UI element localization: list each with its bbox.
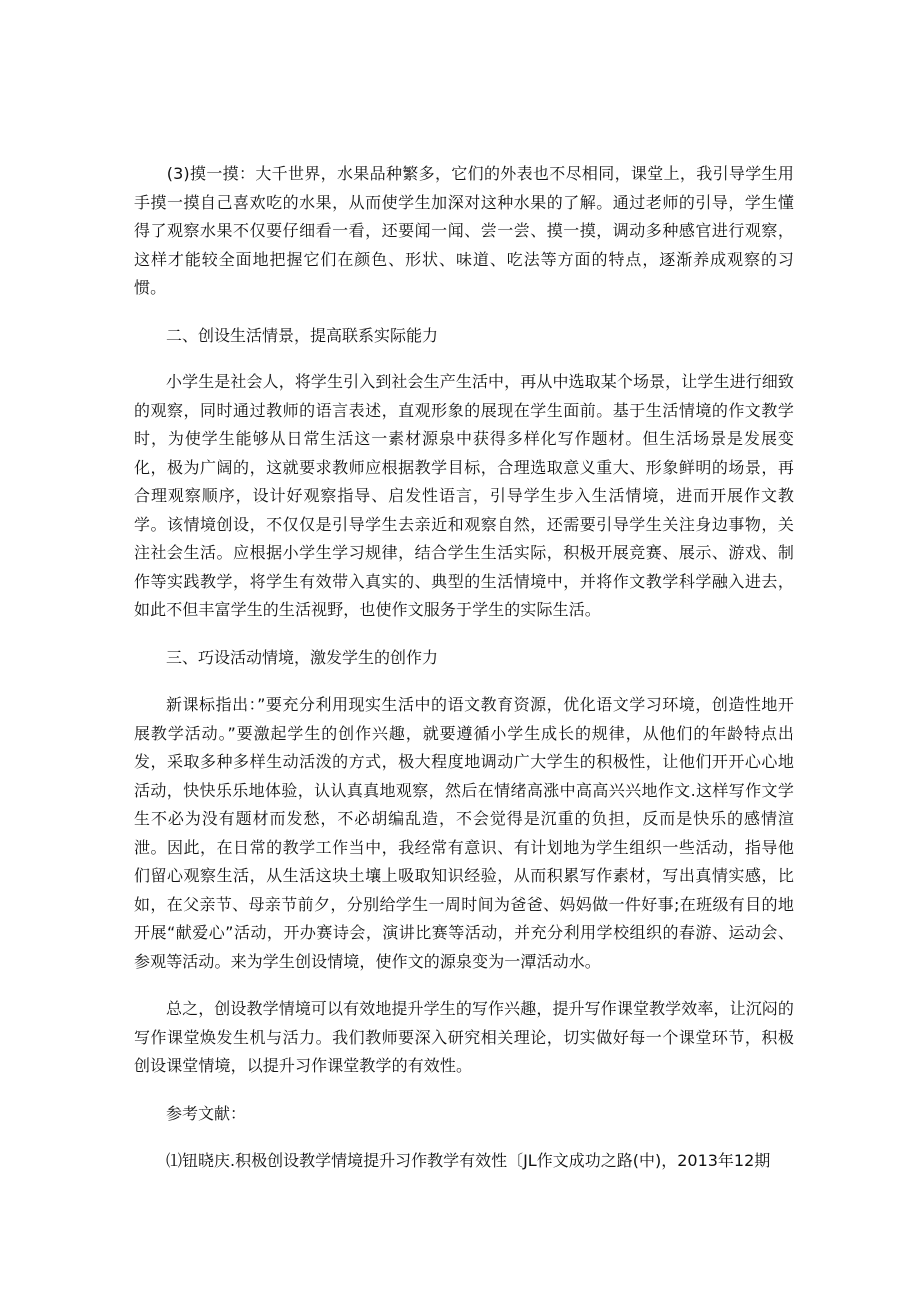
references-title: 参考文献：	[166, 1103, 247, 1123]
paragraph-conclusion: 总之，创设教学情境可以有效地提升学生的写作兴趣，提升写作课堂教学效率，让沉闷的写作课堂焕发生机与活力。我们教师要深入研究相关理论，切实做好每一个课堂环节，积极创设课堂情境，以提升习作课堂教学的有效性。	[134, 999, 794, 1075]
section-heading-3: 三、巧设活动情境，激发学生的创作力	[166, 647, 439, 667]
reference-item-1: ⑴钮晓庆.积极创设教学情境提升习作教学有效性〔JL作文成功之路(中)，2013年12期	[166, 1151, 771, 1170]
document-body	[134, 160, 794, 1176]
section-heading-2: 二、创设生活情景，提高联系实际能力	[166, 325, 439, 345]
paragraph-activities: 新课标指出：”要充分利用现实生活中的语文教育资源，优化语文学习环境，创造性地开展教学活动。”要激起学生的创作兴趣，就要遵循小学生成长的规律，从他们的年龄特点出发，采取多种多样生动活泼的方式，极大程度地调动广大学生的积极性，让他们开开心心地活动，快快乐乐地体验，认认真真地观察，然后在情绪高涨中高高兴兴地作文.这样写作文学生不必为没有题材而发愁，不必胡编乱造，不会觉得是沉重的负担，反而是快乐的感情渲泄。因此，在日常的教学工作当中，我经常有意识、有计划地为学生组织一些活动，指导他们留心观察生活，从生活这块土壤上吸取知识经验，从而积累写作素材，写出真情实感，比如，在父亲节、母亲节前夕，分别给学生一周时间为爸爸、妈妈做一件好事;在班级有目的地开展“献爱心”活动，开办赛诗会，演讲比赛等活动，并充分利用学校组织的春游、运动会、参观等活动。来为学生创设情境，使作文的源泉变为一潭活动水。	[134, 695, 794, 971]
paragraph-touch: (3)摸一摸：大千世界，水果品种繁多，它们的外表也不尽相同，课堂上，我引导学生用手摸一摸自己喜欢吃的水果，从而使学生加深对这种水果的了解。通过老师的引导，学生懂得了观察水果不仅要仔细看一看，还要闻一闻、尝一尝、摸一摸，调动多种感官进行观察，这样才能较全面地把握它们在颜色、形状、味道、吃法等方面的特点，逐渐养成观察的习惯。	[134, 164, 794, 297]
paragraph-life-scenes: 小学生是社会人，将学生引入到社会生产生活中，再从中选取某个场景，让学生进行细致的观察，同时通过教师的语言表述，直观形象的展现在学生面前。基于生活情境的作文教学时，为使学生能够从日常生活这一素材源泉中获得多样化写作题材。但生活场景是发展变化，极为广阔的，这就要求教师应根据教学目标，合理选取意义重大、形象鲜明的场景，再合理观察顺序，设计好观察指导、启发性语言，引导学生步入生活情境，进而开展作文教学。该情境创设，不仅仅是引导学生去亲近和观察自然，还需要引导学生关注身边事物，关注社会生活。应根据小学生学习规律，结合学生生活实际，积极开展竞赛、展示、游戏、制作等实践教学，将学生有效带入真实的、典型的生活情境中，并将作文教学科学融入进去，如此不但丰富学生的生活视野，也使作文服务于学生的实际生活。	[134, 372, 794, 619]
